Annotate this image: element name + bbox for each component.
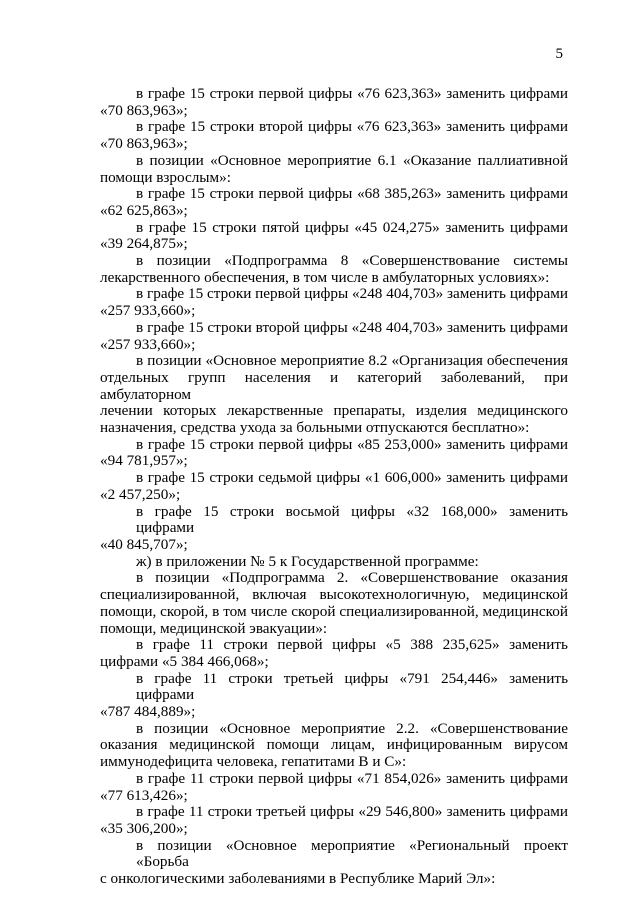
text-line: специализированной, включая высокотехнологичную, медицинской (100, 586, 568, 604)
text-line: в графе 15 строки пятой цифры «45 024,275» заменить цифрами (136, 218, 568, 236)
text-line: отдельных групп населения и категорий заболеваний, при амбулаторном (100, 368, 568, 403)
text-line: «257 933,660»; (100, 335, 196, 353)
text-line: в графе 15 строки второй цифры «248 404,703» заменить цифрами (136, 318, 568, 336)
text-line: в графе 15 строки первой цифры «85 253,000» заменить цифрами (136, 435, 568, 453)
text-line: «39 264,875»; (100, 235, 188, 253)
text-line: оказания медицинской помощи лицам, инфицированным вирусом (100, 736, 568, 754)
text-line: в графе 11 строки третьей цифры «29 546,800» заменить цифрами (136, 803, 568, 821)
text-line: назначения, средства ухода за больными отпускаются бесплатно»: (100, 419, 530, 437)
text-line: ж) в приложении № 5 к Государственной программе: (136, 552, 479, 570)
text-line: в графе 11 строки первой цифры «5 388 235,625» заменить (136, 636, 568, 654)
text-line: в позиции «Подпрограмма 8 «Совершенствование системы (136, 252, 568, 270)
text-line: помощи взрослым»: (100, 168, 231, 186)
text-line: в графе 15 строки второй цифры «76 623,363» заменить цифрами (136, 118, 568, 136)
text-line: «70 863,963»; (100, 101, 188, 119)
text-line: в графе 15 строки восьмой цифры «32 168,000» заменить цифрами (136, 502, 568, 537)
document-body (100, 86, 568, 888)
text-line: с онкологическими заболеваниями в Республике Марий Эл»: (100, 870, 496, 888)
text-line: «77 613,426»; (100, 786, 188, 804)
text-line: «35 306,200»; (100, 819, 188, 837)
text-line: «2 457,250»; (100, 485, 181, 503)
text-line: в графе 11 строки третьей цифры «791 254,446» заменить цифрами (136, 669, 568, 704)
text-line: «70 863,963»; (100, 135, 188, 153)
text-line: в графе 15 строки первой цифры «248 404,703» заменить цифрами (136, 285, 568, 303)
text-line: в графе 15 строки седьмой цифры «1 606,000» заменить цифрами (136, 469, 568, 487)
text-line: в позиции «Основное мероприятие 8.2 «Организация обеспечения (136, 352, 568, 370)
text-line: иммунодефицита человека, гепатитами В и С»: (100, 753, 407, 771)
text-line: «787 484,889»; (100, 703, 196, 721)
text-line: помощи, скорой, в том числе скорой специализированной, медицинской (100, 602, 568, 620)
text-line: в позиции «Основное мероприятие 6.1 «Оказание паллиативной (136, 151, 568, 169)
text-line: «40 845,707»; (100, 535, 188, 553)
text-line: в графе 15 строки первой цифры «76 623,363» заменить цифрами (136, 85, 568, 102)
text-line: «62 625,863»; (100, 201, 188, 219)
text-line: «94 781,957»; (100, 452, 188, 470)
text-line: в графе 15 строки первой цифры «68 385,263» заменить цифрами (136, 185, 568, 203)
text-line: в графе 11 строки первой цифры «71 854,026» заменить цифрами (136, 769, 568, 787)
text-line: лекарственного обеспечения, в том числе в амбулаторных условиях»: (100, 268, 550, 286)
text-line: «257 933,660»; (100, 302, 196, 320)
text-line: цифрами «5 384 466,068»; (100, 652, 269, 670)
text-line: помощи, медицинской эвакуации»: (100, 619, 328, 637)
text-line: в позиции «Основное мероприятие «Региональный проект «Борьба (136, 836, 568, 871)
text-line: в позиции «Основное мероприятие 2.2. «Совершенствование (136, 719, 568, 737)
text-line: лечении которых лекарственные препараты, изделия медицинского (100, 402, 568, 420)
text-line: в позиции «Подпрограмма 2. «Совершенствование оказания (136, 569, 568, 587)
page-number: 5 (555, 46, 563, 62)
